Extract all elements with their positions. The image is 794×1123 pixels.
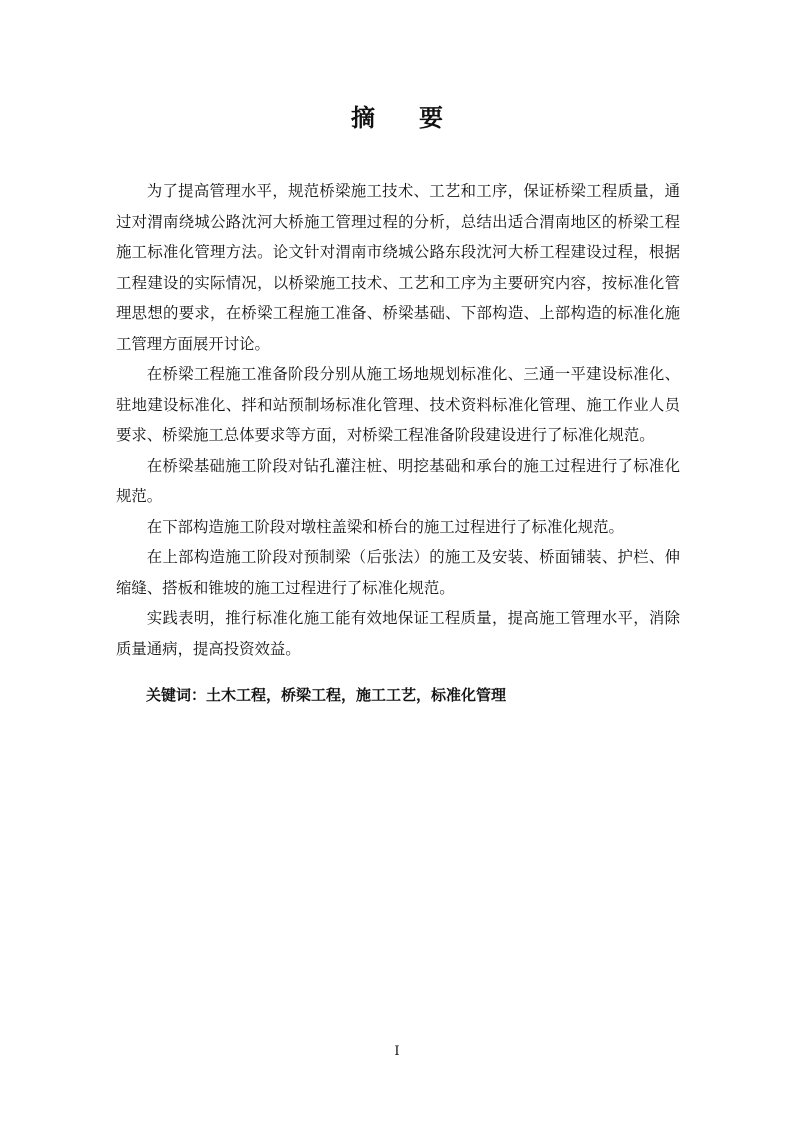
abstract-paragraph: 为了提高管理水平，规范桥梁施工技术、工艺和工序，保证桥梁工程质量，通过对渭南绕城公路沈河大桥施工管理过程的分析，总结出适合渭南地区的桥梁工程施工标准化管理方法。论文针对渭南市绕城公路东段沈河大桥工程建设过程，根据工程建设的实际情况，以桥梁施工技术、工艺和工序为主要研究内容，按标准化管理思想的要求，在桥梁工程施工准备、桥梁基础、下部构造、上部构造的标准化施工管理方面展开讨论。 bbox=[116, 182, 680, 353]
abstract-paragraph: 在上部构造施工阶段对预制梁（后张法）的施工及安装、桥面铺装、护栏、伸缩缝、搭板和锥坡的施工过程进行了标准化规范。 bbox=[116, 548, 680, 597]
abstract-paragraph: 在下部构造施工阶段对墩柱盖梁和桥台的施工过程进行了标准化规范。 bbox=[146, 517, 624, 536]
abstract-paragraph: 在桥梁工程施工准备阶段分别从施工场地规划标准化、三通一平建设标准化、驻地建设标准化、拌和站预制场标准化管理、技术资料标准化管理、施工作业人员要求、桥梁施工总体要求等方面，对桥梁工程准备阶段建设进行了标准化规范。 bbox=[116, 365, 680, 444]
page-number: I bbox=[394, 1044, 400, 1059]
abstract-paragraph: 实践表明，推行标准化施工能有效地保证工程质量，提高施工管理水平，消除质量通病，提高投资效益。 bbox=[116, 609, 680, 658]
abstract-body bbox=[116, 176, 680, 664]
abstract-title-char-2: 要 bbox=[419, 104, 443, 132]
keywords-line: 关键词：土木工程，桥梁工程，施工工艺，标准化管理 bbox=[146, 686, 507, 704]
abstract-title-char-1: 摘 bbox=[351, 104, 375, 132]
abstract-paragraph: 在桥梁基础施工阶段对钻孔灌注桩、明挖基础和承台的施工过程进行了标准化规范。 bbox=[116, 456, 680, 505]
abstract-title bbox=[0, 98, 794, 138]
